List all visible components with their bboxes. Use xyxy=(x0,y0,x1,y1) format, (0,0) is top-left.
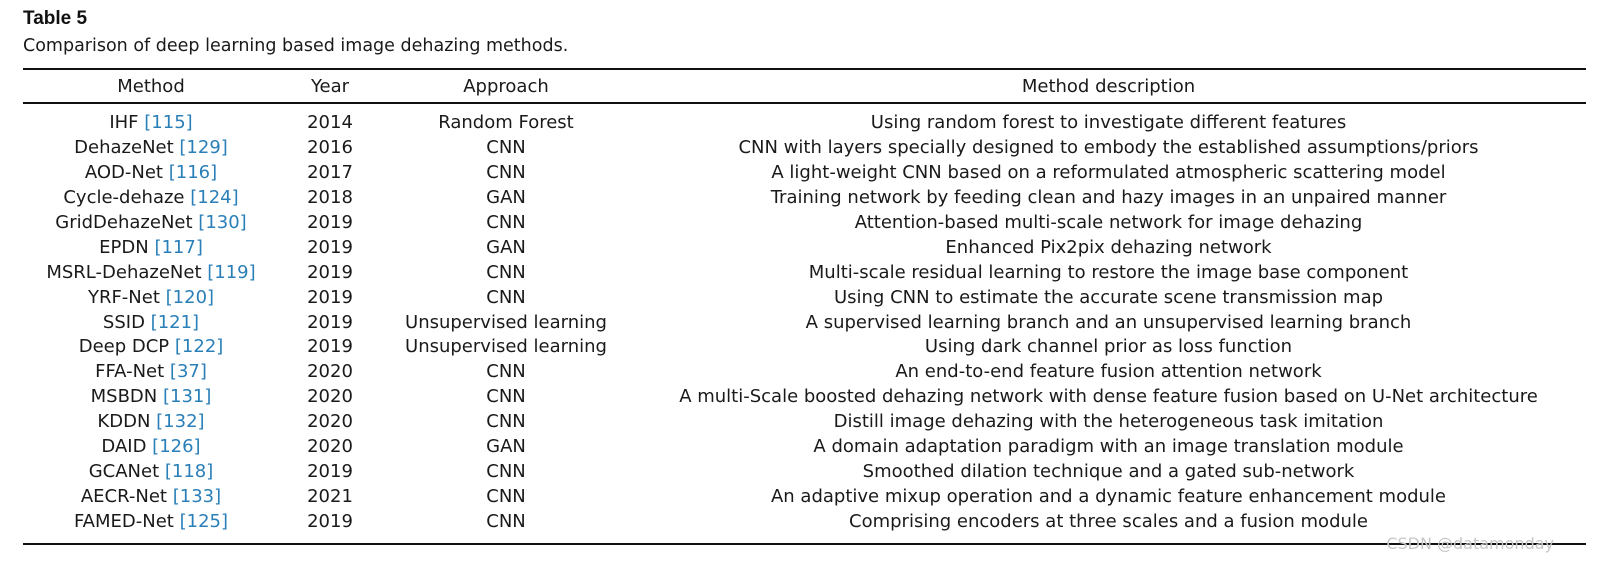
table-row xyxy=(23,335,1586,360)
cell-year: 2019 xyxy=(307,286,353,308)
cell-approach: CNN xyxy=(486,137,526,159)
cell-year: 2020 xyxy=(307,386,353,408)
cell-approach: Random Forest xyxy=(438,112,574,134)
cell-approach: CNN xyxy=(486,162,526,184)
citation-link[interactable]: [133] xyxy=(172,485,222,507)
cell-approach: CNN xyxy=(486,411,526,433)
cell-year: 2019 xyxy=(307,311,353,333)
cell-approach: CNN xyxy=(486,510,526,532)
cell-description: A multi-Scale boosted dehazing network with dense feature fusion based on U-Net architecture xyxy=(679,386,1538,408)
citation-link[interactable]: [117] xyxy=(154,236,203,258)
cell-description: Enhanced Pix2pix dehazing network xyxy=(945,236,1272,258)
cell-method xyxy=(23,211,279,236)
method-name: FAMED-Net xyxy=(73,510,174,532)
cell-description: Training network by feeding clean and hazy images in an unpaired manner xyxy=(770,187,1447,209)
column-header-year: Year xyxy=(310,75,350,97)
citation-link[interactable]: [131] xyxy=(162,386,212,408)
cell-method xyxy=(23,509,279,534)
cell-approach: GAN xyxy=(486,187,526,209)
cell-description: A domain adaptation paradigm with an image translation module xyxy=(813,436,1404,458)
method-name: MSBDN xyxy=(90,386,158,408)
cell-approach: CNN xyxy=(486,485,526,507)
cell-approach: CNN xyxy=(486,286,526,308)
cell-approach: CNN xyxy=(486,212,526,233)
method-name: FFA-Net xyxy=(95,361,165,383)
cell-method xyxy=(23,186,279,211)
citation-link[interactable]: [132] xyxy=(156,411,205,433)
cell-year: 2017 xyxy=(307,162,353,184)
cell-method xyxy=(23,335,279,360)
citation-link[interactable]: [37] xyxy=(169,361,207,383)
cell-method xyxy=(23,235,279,260)
cell-method xyxy=(23,260,279,285)
column-header-description: Method description xyxy=(1021,75,1196,97)
method-name: KDDN xyxy=(97,411,151,433)
cell-approach: Unsupervised learning xyxy=(405,311,607,333)
cell-approach: CNN xyxy=(486,386,526,408)
citation-link[interactable]: [122] xyxy=(174,336,224,358)
cell-method xyxy=(23,103,279,136)
method-name: GridDehazeNet xyxy=(55,212,193,233)
table-row xyxy=(23,385,1586,410)
cell-description: Multi-scale residual learning to restore the image base component xyxy=(808,261,1409,283)
table-row xyxy=(23,211,1586,236)
table-row xyxy=(23,484,1586,509)
cell-description: A supervised learning branch and an unsupervised learning branch xyxy=(805,311,1412,333)
method-name: AOD-Net xyxy=(84,162,163,184)
table-row xyxy=(23,103,1586,136)
table-row xyxy=(23,360,1586,385)
table-body xyxy=(23,103,1586,534)
column-header-method: Method xyxy=(117,75,185,97)
citation-link[interactable]: [125] xyxy=(179,510,228,532)
table-label: Table 5 xyxy=(23,8,88,29)
cell-approach: CNN xyxy=(486,460,526,482)
table-row xyxy=(23,186,1586,211)
cell-description: Distill image dehazing with the heterogeneous task imitation xyxy=(833,411,1384,433)
table-row xyxy=(23,260,1586,285)
cell-description: An adaptive mixup operation and a dynamic feature enhancement module xyxy=(770,485,1447,507)
bottom-rule xyxy=(23,543,1586,545)
table-row xyxy=(23,235,1586,260)
citation-link[interactable]: [130] xyxy=(198,212,247,233)
cell-description: Smoothed dilation technique and a gated sub-network xyxy=(862,460,1355,482)
cell-method xyxy=(23,410,279,435)
watermark: CSDN @datamonday xyxy=(1386,534,1554,553)
method-name: Deep DCP xyxy=(78,336,170,358)
cell-description: A light-weight CNN based on a reformulated atmospheric scattering model xyxy=(771,162,1446,184)
cell-method xyxy=(23,435,279,460)
citation-link[interactable]: [115] xyxy=(144,112,193,134)
cell-method xyxy=(23,285,279,310)
cell-year: 2019 xyxy=(307,460,353,482)
cell-approach: CNN xyxy=(486,261,526,283)
table-row xyxy=(23,509,1586,534)
cell-year: 2020 xyxy=(307,361,353,383)
cell-year: 2021 xyxy=(307,485,353,507)
cell-description: Using random forest to investigate different features xyxy=(870,112,1347,134)
method-name: DehazeNet xyxy=(74,137,174,159)
cell-approach: CNN xyxy=(486,361,526,383)
cell-description: Using dark channel prior as loss function xyxy=(924,336,1293,358)
cell-year: 2020 xyxy=(307,411,353,433)
table-row xyxy=(23,161,1586,186)
cell-year: 2014 xyxy=(307,112,353,134)
comparison-table xyxy=(23,69,1586,534)
cell-year: 2018 xyxy=(307,187,353,209)
table-row xyxy=(23,459,1586,484)
citation-link[interactable]: [118] xyxy=(164,460,214,482)
method-name: YRF-Net xyxy=(87,286,160,308)
cell-approach: Unsupervised learning xyxy=(405,336,607,358)
method-name: AECR-Net xyxy=(80,485,167,507)
cell-year: 2020 xyxy=(307,436,353,458)
citation-link[interactable]: [126] xyxy=(152,436,201,458)
cell-year: 2019 xyxy=(307,212,353,233)
table-header-row xyxy=(23,69,1586,103)
cell-method xyxy=(23,459,279,484)
cell-year: 2016 xyxy=(307,137,353,159)
cell-description: Using CNN to estimate the accurate scene transmission map xyxy=(833,286,1384,308)
cell-approach: GAN xyxy=(486,436,526,458)
citation-link[interactable]: [119] xyxy=(207,261,256,283)
method-name: MSRL-DehazeNet xyxy=(46,261,202,283)
citation-link[interactable]: [116] xyxy=(168,162,218,184)
citation-link[interactable]: [121] xyxy=(150,311,200,333)
table-caption: Comparison of deep learning based image dehazing methods. xyxy=(23,36,569,56)
table-row xyxy=(23,435,1586,460)
method-name: Cycle-dehaze xyxy=(63,187,185,209)
cell-year: 2019 xyxy=(307,261,353,283)
citation-link[interactable]: [129] xyxy=(179,137,228,159)
cell-description: An end-to-end feature fusion attention network xyxy=(895,361,1322,383)
cell-approach: GAN xyxy=(486,236,526,258)
cell-method xyxy=(23,161,279,186)
column-header-approach: Approach xyxy=(463,75,549,97)
cell-method xyxy=(23,385,279,410)
method-name: SSID xyxy=(102,311,145,333)
method-name: EPDN xyxy=(99,236,149,258)
cell-year: 2019 xyxy=(307,236,353,258)
method-name: IHF xyxy=(109,112,139,134)
cell-description: Comprising encoders at three scales and a fusion module xyxy=(849,510,1368,532)
table-caption-block xyxy=(23,8,568,58)
table-row xyxy=(23,310,1586,335)
cell-year: 2019 xyxy=(307,510,353,532)
method-name: GCANet xyxy=(88,460,160,482)
table-row xyxy=(23,285,1586,310)
cell-method xyxy=(23,136,279,161)
cell-description: Attention-based multi-scale network for image dehazing xyxy=(854,212,1363,233)
cell-method xyxy=(23,484,279,509)
citation-link[interactable]: [124] xyxy=(190,187,239,209)
table-row xyxy=(23,136,1586,161)
cell-description: CNN with layers specially designed to embody the established assumptions/priors xyxy=(738,137,1479,159)
cell-year: 2019 xyxy=(307,336,353,358)
table-row xyxy=(23,410,1586,435)
method-name: DAID xyxy=(101,436,147,458)
cell-method xyxy=(23,360,279,385)
citation-link[interactable]: [120] xyxy=(165,286,215,308)
cell-method xyxy=(23,310,279,335)
